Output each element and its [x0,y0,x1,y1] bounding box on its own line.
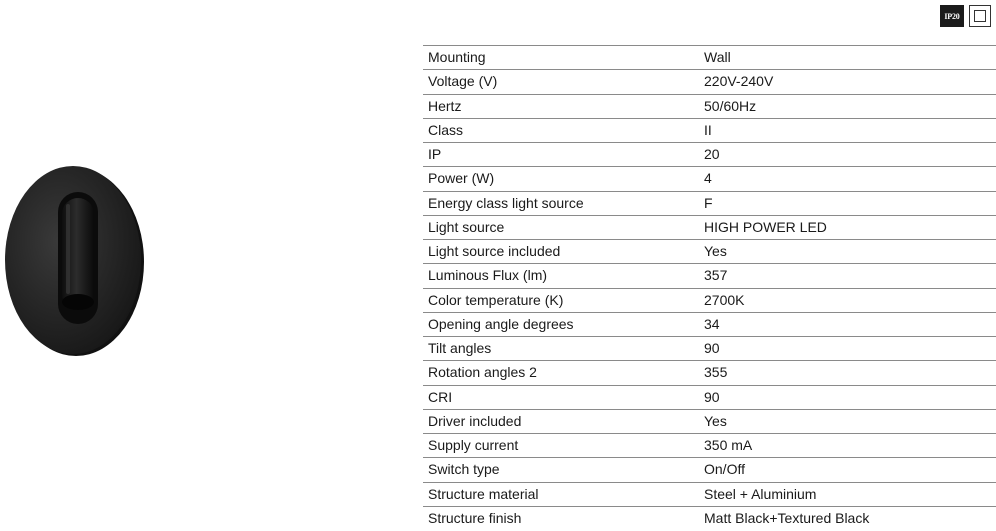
spec-label: Opening angle degrees [423,312,699,336]
spec-value: F [699,191,996,215]
spec-value: Matt Black+Textured Black [699,506,996,530]
spec-label: Switch type [423,458,699,482]
spec-value: Yes [699,409,996,433]
table-row [423,506,996,530]
spec-label: Mounting [423,46,699,70]
spec-value: HIGH POWER LED [699,215,996,239]
table-row [423,46,996,70]
spec-label: Structure material [423,482,699,506]
spec-value: Yes [699,240,996,264]
class-ii-icon [969,5,991,27]
spec-value: 90 [699,385,996,409]
spec-label: Structure finish [423,506,699,530]
spec-label: Light source [423,215,699,239]
spec-label: Light source included [423,240,699,264]
spec-label: Voltage (V) [423,70,699,94]
spec-label: Energy class light source [423,191,699,215]
table-row [423,118,996,142]
spec-value: 20 [699,143,996,167]
table-row [423,70,996,94]
spec-label: Color temperature (K) [423,288,699,312]
spec-value: 50/60Hz [699,94,996,118]
spec-value: 2700K [699,288,996,312]
spec-label: Driver included [423,409,699,433]
table-row [423,288,996,312]
spec-value: 220V-240V [699,70,996,94]
spec-value: 355 [699,361,996,385]
spec-label: Hertz [423,94,699,118]
table-row [423,215,996,239]
table-row [423,143,996,167]
table-row [423,240,996,264]
table-row [423,94,996,118]
certification-badges [940,5,991,27]
spec-value: Wall [699,46,996,70]
wall-lamp-illustration [0,160,150,360]
table-row [423,482,996,506]
ip-rating-badge: IP20 [940,5,964,27]
spec-value: II [699,118,996,142]
spec-value: 4 [699,167,996,191]
spec-value: On/Off [699,458,996,482]
spec-value: 90 [699,337,996,361]
product-image [0,160,150,360]
spec-label: Rotation angles 2 [423,361,699,385]
spec-label: CRI [423,385,699,409]
table-row [423,264,996,288]
spec-label: Power (W) [423,167,699,191]
spec-label: Tilt angles [423,337,699,361]
spec-value: 357 [699,264,996,288]
table-row [423,385,996,409]
table-row [423,361,996,385]
spec-table [423,45,996,531]
table-row [423,458,996,482]
spec-value: 34 [699,312,996,336]
spec-value: 350 mA [699,434,996,458]
spec-label: IP [423,143,699,167]
table-row [423,337,996,361]
table-row [423,312,996,336]
table-row [423,191,996,215]
table-row [423,167,996,191]
table-row [423,409,996,433]
spec-label: Supply current [423,434,699,458]
spec-label: Class [423,118,699,142]
spec-value: Steel + Aluminium [699,482,996,506]
spec-label: Luminous Flux (lm) [423,264,699,288]
table-row [423,434,996,458]
